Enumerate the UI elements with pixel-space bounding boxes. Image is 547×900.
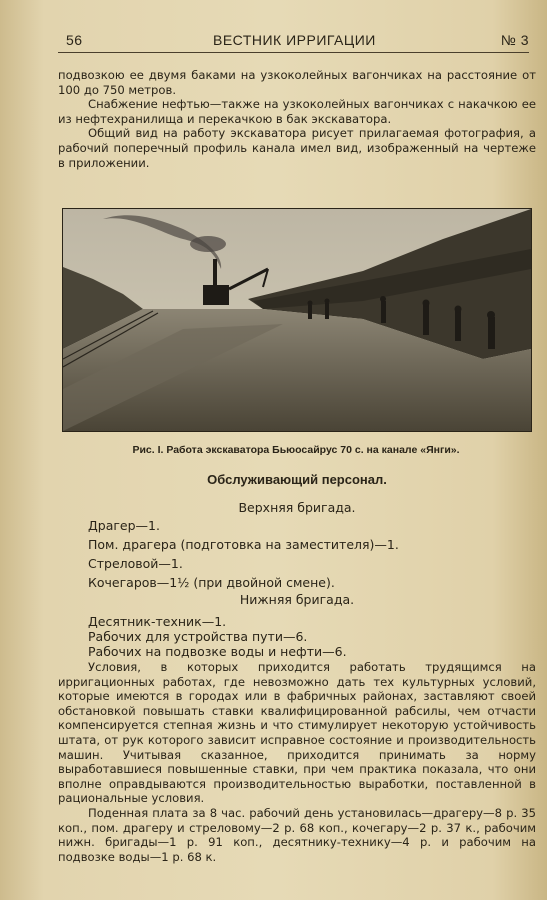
figure-caption: Рис. I. Работа экскаватора Бьюосайрус 70 с. на канале «Янги».: [132, 444, 460, 456]
paragraph: Условия, в которых приходится работать трудящимся на ирригационных работах, где невозможно дать тех культурных условий, которые имеются в городах или в фабричных районах, заставляют своей обстановкой повышать ставки квалифицированной рабсилы, чем отчасти компенсируется степная жизнь и что стимулирует некоторую устойчивость штата, от рук которого зависит исправное состояние и производительность машин. Учитывая сказанное, приходится принимать за норму выработавшиеся повышенные ставки, при чем практика показала, что они вполне оправдываются производительностью выработки, поставленной в рациональные условия.: [58, 660, 536, 806]
journal-title: ВЕСТНИК ИРРИГАЦИИ: [213, 32, 376, 48]
photo-illustration: [63, 209, 531, 431]
body-text: [58, 660, 536, 864]
list-item: Стреловой—1.: [88, 556, 183, 571]
list-item: Пом. драгера (подготовка на заместителя)—1.: [88, 537, 399, 552]
list-item: Десятник-техник—1.: [88, 614, 227, 629]
list-item: Драгер—1.: [88, 518, 160, 533]
page-number: 56: [66, 32, 83, 48]
list-item: Рабочих для устройства пути—6.: [88, 629, 308, 644]
upper-brigade-list: [88, 516, 528, 592]
page-header: [58, 30, 529, 53]
paragraph: Поденная плата за 8 час. рабочий день установилась—драгеру—8 р. 35 коп., пом. драгеру и стреловому—2 р. 68 коп., кочегару—2 р. 37 к., рабочим нижн. бригады—1 р. 91 коп., десятнику-технику—4 р. и рабочим на подвозке воды—1 р. 68 к.: [58, 805, 536, 864]
section-title: Обслуживающий персонал.: [207, 472, 387, 487]
paragraph: Снабжение нефтью—также на узкоколейных вагончиках с накачкою ее из нефтехранилища и перекачкою в бак экскаватора.: [58, 97, 536, 126]
excavator-photo: [62, 208, 532, 432]
intro-text: [58, 68, 536, 170]
paragraph: подвозкою ее двумя баками на узкоколейных вагончиках на расстояние от 100 до 750 метров.: [58, 68, 536, 97]
list-item: Кочегаров—1½ (при двойной смене).: [88, 575, 335, 590]
list-item: Рабочих на подвозке воды и нефти—6.: [88, 644, 347, 659]
lower-brigade-title: Нижняя бригада.: [239, 592, 355, 607]
upper-brigade-title: Верхняя бригада.: [238, 500, 356, 515]
lower-brigade-list: [88, 614, 528, 659]
paragraph: Общий вид на работу экскаватора рисует прилагаемая фотография, а рабочий поперечный профиль канала имел вид, изображенный на чертеже в приложении.: [58, 126, 536, 170]
issue-number: № 3: [500, 32, 529, 48]
